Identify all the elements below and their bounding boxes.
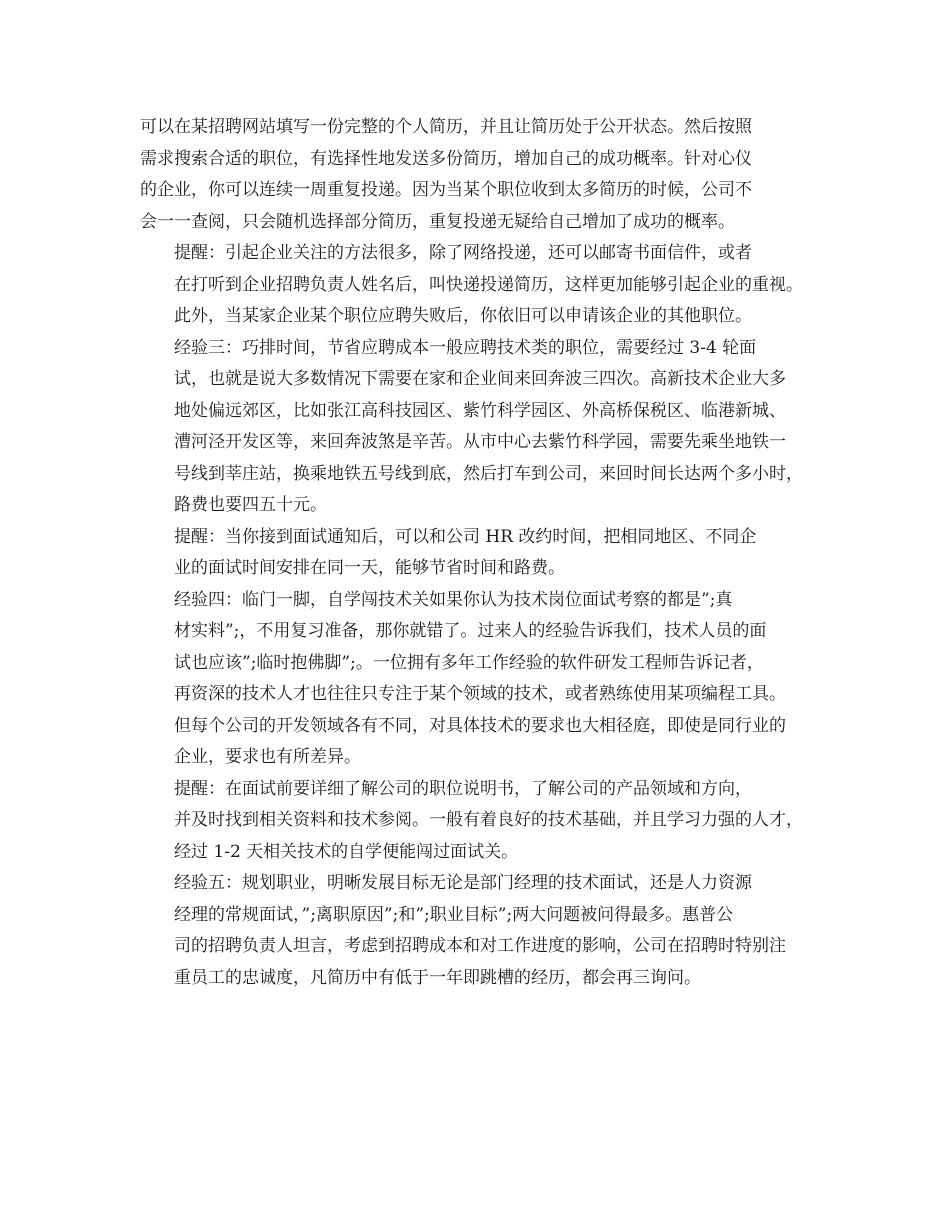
text-line: 可以在某招聘网站填写一份完整的个人简历，并且让简历处于公开状态。然后按照 <box>140 117 752 137</box>
text-line: 提醒：引起企业关注的方法很多，除了网络投递，还可以邮寄书面信件，或者 <box>174 243 752 263</box>
text-line: 试，也就是说大多数情况下需要在家和企业间来回奔波三四次。高新技术企业大多 <box>174 369 786 389</box>
text-line: 司的招聘负责人坦言，考虑到招聘成本和对工作进度的影响，公司在招聘时特别注 <box>174 936 786 956</box>
paragraph <box>140 774 828 869</box>
text-line: 试也应该”;临时抱佛脚”;。一位拥有多年工作经验的软件研发工程师告诉记者， <box>174 652 764 673</box>
text-line: 再资深的技术人才也往往只专注于某个领域的技术，或者熟练使用某项编程工具。 <box>174 684 786 704</box>
paragraph <box>140 333 828 522</box>
text-line: 提醒：当你接到面试通知后，可以和公司 HR 改约时间，把相同地区、不同企 <box>174 526 757 547</box>
text-line: 但每个公司的开发领域各有不同，对具体技术的要求也大相径庭，即使是同行业的 <box>174 715 786 736</box>
text-line: 重员工的忠诚度，凡简历中有低于一年即跳槽的经历，都会再三询问。 <box>174 967 701 988</box>
paragraph <box>140 868 828 994</box>
text-line: 提醒：在面试前要详细了解公司的职位说明书，了解公司的产品领域和方向， <box>174 778 752 799</box>
text-line: 此外，当某家企业某个职位应聘失败后，你依旧可以申请该企业的其他职位。 <box>174 306 752 326</box>
text-line: 漕河泾开发区等，来回奔波煞是辛苦。从市中心去紫竹科学园，需要先乘坐地铁一 <box>174 432 786 452</box>
paragraph <box>140 585 828 774</box>
text-line: 经验三：巧排时间，节省应聘成本一般应聘技术类的职位，需要经过 3-4 轮面 <box>174 337 757 358</box>
text-line: 经验五：规划职业，明晰发展目标无论是部门经理的技术面试，还是人力资源 <box>174 873 752 893</box>
text-line: 地处偏远郊区，比如张江高科技园区、紫竹科学园区、外高桥保税区、临港新城、 <box>174 400 786 421</box>
text-line: 路费也要四五十元。 <box>174 495 327 515</box>
document-page <box>140 112 828 1152</box>
text-line: 会一一查阅，只会随机选择部分简历，重复投递无疑给自己增加了成功的概率。 <box>140 211 735 232</box>
text-line: 经过 1-2 天相关技术的自学便能闯过面试关。 <box>174 841 519 862</box>
text-line: 业的面试时间安排在同一天，能够节省时间和路费。 <box>174 558 565 578</box>
text-line: 材实料”;，不用复习准备，那你就错了。过来人的经验告诉我们，技术人员的面 <box>174 621 767 641</box>
text-line: 经验四：临门一脚，自学闯技术关如果你认为技术岗位面试考察的都是”;真 <box>174 589 733 610</box>
text-line: 经理的常规面试，”;离职原因”;和”;职业目标”;两大问题被问得最多。惠普公 <box>174 904 734 925</box>
text-line: 企业，要求也有所差异。 <box>174 747 361 767</box>
text-line: 号线到莘庄站，换乘地铁五号线到底，然后打车到公司，来回时间长达两个多小时， <box>174 463 803 484</box>
paragraph <box>140 112 828 238</box>
paragraph <box>140 522 828 585</box>
text-line: 需求搜索合适的职位，有选择性地发送多份简历，增加自己的成功概率。针对心仪 <box>140 148 752 169</box>
paragraph <box>140 238 828 333</box>
text-line: 的企业，你可以连续一周重复投递。因为当某个职位收到太多简历的时候，公司不 <box>140 180 752 200</box>
text-line: 并及时找到相关资料和技术参阅。一般有着良好的技术基础，并且学习力强的人才， <box>174 810 803 830</box>
text-line: 在打听到企业招聘负责人姓名后，叫快递投递简历，这样更加能够引起企业的重视。 <box>174 274 803 295</box>
